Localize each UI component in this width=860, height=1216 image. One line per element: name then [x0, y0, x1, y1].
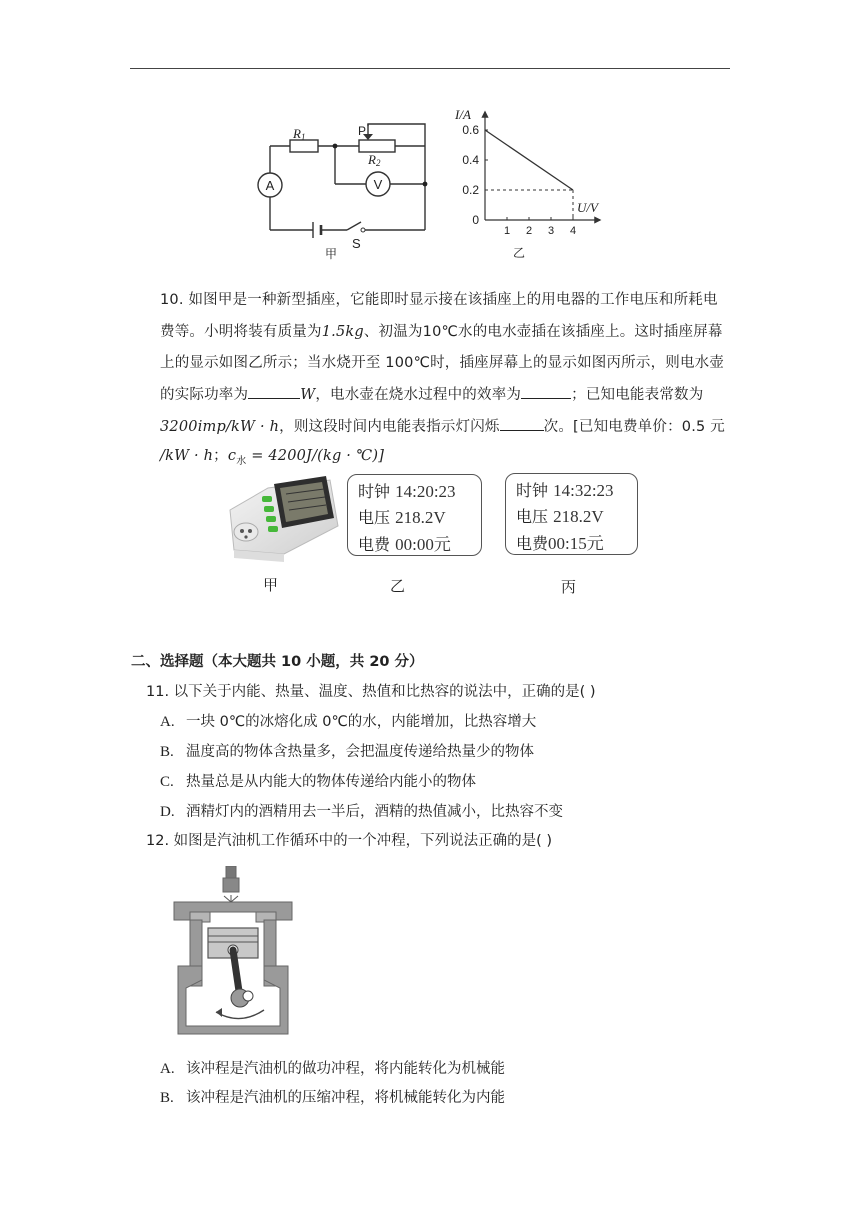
y-axis-label: I/A — [455, 107, 471, 122]
y-tick-label: 0.2 — [462, 183, 479, 197]
x-axis-label: U/V — [577, 200, 598, 215]
q12-option-a[interactable]: A. 该冲程是汽油机的做功冲程，将内能转化为机械能 — [160, 1061, 505, 1077]
q10-line-4: 的实际功率为 W，电水壶在烧水过程中的效率为 ；已知电能表常数为 — [160, 384, 703, 405]
smart-socket-image — [222, 470, 342, 566]
r2-label: R2 — [368, 152, 381, 168]
screen-yi-voltage: 电压 218.2V — [358, 508, 446, 527]
screen-yi-fee: 电费 00:00元 — [358, 535, 451, 554]
socket-screen-bing — [505, 473, 638, 555]
caption-bing: 丙 — [561, 578, 577, 596]
x-tick-label: 3 — [547, 225, 555, 237]
q11-option-c[interactable]: C. 热量总是从内能大的物体传递给内能小的物体 — [160, 774, 476, 790]
answer-blank-efficiency[interactable] — [521, 384, 571, 399]
graph-caption: 乙 — [513, 246, 526, 260]
q11-option-b[interactable]: B. 温度高的物体含热量多，会把温度传递给热量少的物体 — [160, 744, 534, 760]
y-tick-label: 0.4 — [462, 153, 479, 167]
y-tick-label: 0 — [472, 213, 479, 227]
engine-stroke-image — [168, 866, 298, 1038]
answer-blank-flashes[interactable] — [500, 416, 544, 431]
socket-screen-yi — [347, 474, 482, 556]
screen-yi-clock: 时钟 14:20:23 — [358, 482, 456, 501]
caption-jia: 甲 — [263, 576, 279, 594]
r1-label: R1 — [293, 126, 306, 142]
switch-label: S — [352, 236, 361, 251]
q12-option-b[interactable]: B. 该冲程是汽油机的压缩冲程，将机械能转化为内能 — [160, 1090, 505, 1106]
q11-option-d[interactable]: D. 酒精灯内的酒精用去一半后，酒精的热值减小，比热容不变 — [160, 804, 563, 820]
q10-line-2: 费等。小明将装有质量为1.5kg、初温为10℃水的电水壶插在该插座上。这时插座屏幕 — [160, 324, 723, 340]
slider-p-label: P — [358, 124, 367, 138]
caption-yi: 乙 — [390, 577, 406, 595]
q10-line-1: 10. 如图甲是一种新型插座，它能即时显示接在该插座上的用电器的工作电压和所耗电 — [160, 292, 718, 308]
q10-line-5: 3200imp/kW · h，则这段时间内电能表指示灯闪烁 次。[已知电费单价：0.5 元 — [160, 416, 725, 437]
ammeter-label: A — [265, 178, 275, 193]
q10-line-3: 上的显示如图乙所示；当水烧开至 100℃时，插座屏幕上的显示如图丙所示，则电水壶 — [160, 355, 725, 371]
q10-line-6: /kW · h；$c_水 = 4200J/(kg$ · ℃)] — [160, 448, 385, 467]
x-tick-label: 2 — [525, 225, 533, 237]
iu-graph — [452, 102, 612, 264]
voltmeter-label: V — [373, 177, 383, 192]
section-title: 二、选择题（本大题共 10 小题，共 20 分） — [131, 654, 424, 670]
x-tick-label: 1 — [503, 225, 511, 237]
q12-stem: 12. 如图是汽油机工作循环中的一个冲程，下列说法正确的是( ) — [146, 833, 553, 849]
screen-bing-clock: 时钟 14:32:23 — [516, 481, 614, 500]
header-rule — [130, 68, 730, 69]
screen-bing-voltage: 电压 218.2V — [516, 507, 604, 526]
q11-stem: 11. 以下关于内能、热量、温度、热值和比热容的说法中，正确的是( ) — [146, 684, 596, 700]
circuit-diagram — [255, 112, 445, 264]
answer-blank-power[interactable] — [248, 384, 300, 399]
iu-line — [485, 130, 573, 190]
screen-bing-fee: 电费00:15元 — [516, 534, 604, 553]
x-tick-label: 4 — [569, 225, 577, 237]
circuit-caption: 甲 — [325, 247, 338, 261]
y-tick-label: 0.6 — [462, 123, 479, 137]
q11-option-a[interactable]: A. 一块 0℃的冰熔化成 0℃的水，内能增加，比热容增大 — [160, 714, 537, 730]
